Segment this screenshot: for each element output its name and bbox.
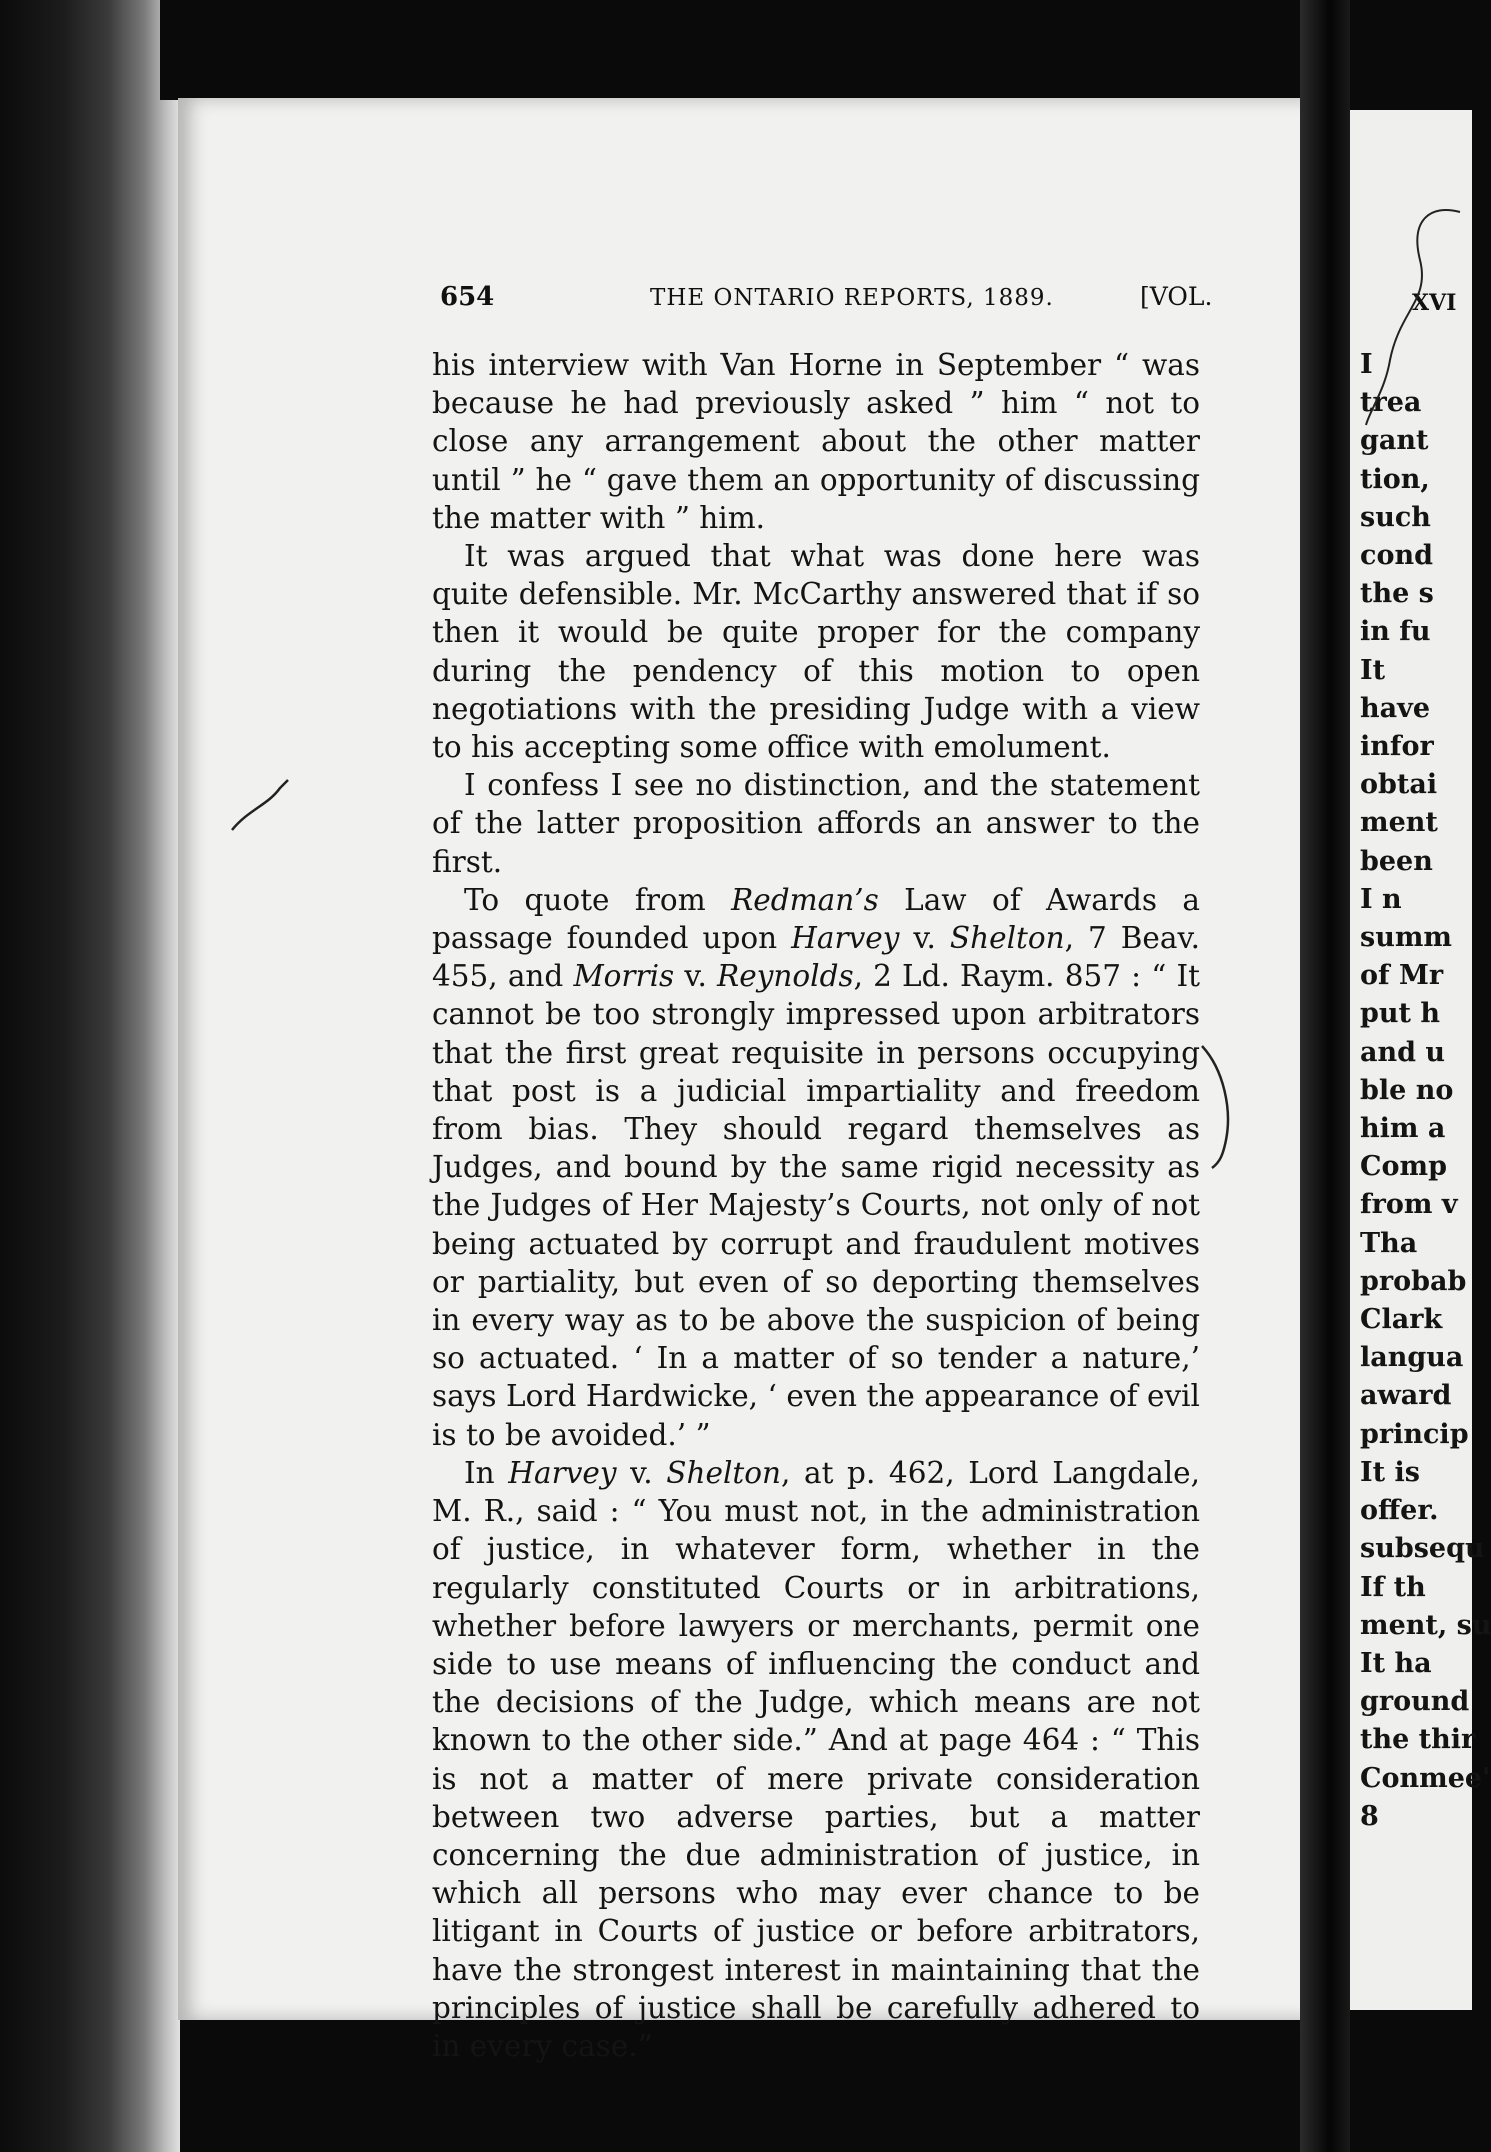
page-number: 654: [440, 282, 495, 312]
facing-page-line: If th: [1360, 1571, 1426, 1603]
running-header: [440, 282, 1213, 322]
facing-page-line: It is: [1360, 1456, 1420, 1488]
book-gutter: [1300, 0, 1350, 2152]
facing-page-line: award: [1360, 1380, 1452, 1412]
facing-page-line: tion,: [1360, 463, 1430, 495]
facing-page-line: I n: [1360, 883, 1402, 915]
facing-page-line: Clark: [1360, 1304, 1443, 1336]
text-run: To quote from: [464, 882, 732, 917]
top-shadow: [160, 0, 1320, 100]
italic-text: Harvey: [508, 1455, 617, 1490]
facing-page-line: him a: [1360, 1113, 1446, 1145]
italic-text: Shelton: [949, 921, 1065, 956]
facing-page-line: 8: [1360, 1800, 1379, 1832]
italic-text: Reynolds: [717, 959, 854, 994]
text-run: In: [464, 1455, 509, 1490]
handwritten-margin-stroke: [228, 770, 298, 840]
facing-page-text: [1360, 346, 1490, 1836]
facing-page-line: and u: [1360, 1036, 1446, 1068]
italic-text: Shelton: [666, 1455, 781, 1490]
running-title: THE ONTARIO REPORTS, 1889.: [650, 285, 1054, 311]
paragraph: [432, 1454, 1200, 2065]
facing-page-line: put h: [1360, 998, 1441, 1030]
facing-page-line: summ: [1360, 922, 1452, 954]
handwritten-margin-bracket: [1196, 1040, 1246, 1170]
facing-page-line: the s: [1360, 578, 1434, 610]
facing-page-line: gant: [1360, 425, 1429, 457]
facing-page-line: trea: [1360, 387, 1422, 419]
facing-page-line: have: [1360, 692, 1430, 724]
facing-page-line: Comp: [1360, 1151, 1447, 1183]
facing-page-line: subsequ: [1360, 1533, 1485, 1565]
text-run: , 2 Ld. Raym. 857 : “ It cannot be too strongly impressed upon arbitrators that the first great requisite in persons occupying that post is a judicial impartiality and freedom from bias. They should regard themselves as Judges, and bound by the same rigid necessity as the Judges of Her Majesty’s Courts, not only of not being actuated by corrupt and fraudulent motives or partiality, but even of so deporting themselves in every way as to be above the suspicion of being so actuated. ‘ In a matter of so tender a nature,’ says Lord Hardwicke, ‘ even the appearance of evil is to be avoided.’ ”: [432, 959, 1200, 1452]
text-run: It was argued that what was done here was quite defensible. Mr. McCarthy answered that if so then it would be quite proper for the company during the pendency of this motion to open negotiations with the presiding Judge with a view to his accepting some office with emolument.: [432, 539, 1200, 765]
facing-page-line: obtai: [1360, 769, 1438, 801]
facing-page-line: offer.: [1360, 1495, 1439, 1527]
facing-page-line: Tha: [1360, 1227, 1418, 1259]
facing-page-line: in fu: [1360, 616, 1431, 648]
facing-page-line: cond: [1360, 540, 1433, 572]
text-run: I confess I see no distinction, and the statement of the latter proposition affords an answer to the first.: [432, 768, 1200, 879]
text-run: his interview with Van Horne in September “ was because he had previously asked ” him “ not to close any arrangement about the other matter until ” he “ gave them an opportunity of discussing the matter with ” him.: [432, 348, 1200, 535]
text-run: , 7 Beav. 455, and: [432, 921, 1200, 994]
facing-page-line: from v: [1360, 1189, 1458, 1221]
facing-page-line: ble no: [1360, 1074, 1454, 1106]
book-edge: [0, 0, 180, 2152]
paragraph: [432, 881, 1200, 1454]
text-run: v.: [674, 959, 718, 994]
paragraph: [432, 346, 1200, 537]
text-run: Law of Awards a passage founded upon: [432, 882, 1200, 956]
facing-page-line: I: [1360, 349, 1373, 380]
facing-page-line: ment: [1360, 807, 1438, 839]
facing-page-line: such: [1360, 501, 1431, 533]
italic-text: Redman’s: [731, 882, 879, 917]
text-run: v.: [899, 921, 950, 956]
italic-text: Morris: [573, 959, 675, 994]
facing-page-line: ground: [1360, 1686, 1470, 1718]
facing-page-line: the thir: [1360, 1724, 1476, 1756]
facing-page-line: It: [1360, 654, 1386, 686]
facing-page-line: Conmee': [1360, 1762, 1491, 1794]
facing-page-line: ment, su: [1360, 1609, 1491, 1641]
facing-page-line: It ha: [1360, 1647, 1432, 1679]
facing-page-line: of Mr: [1360, 960, 1444, 992]
facing-page-line: langua: [1360, 1342, 1464, 1374]
facing-page-header: XVI: [1412, 290, 1457, 316]
facing-page-line: princip: [1360, 1418, 1469, 1450]
handwritten-facing-page-curve: [1360, 200, 1472, 440]
body-text: [432, 346, 1200, 2065]
paragraph: [432, 766, 1200, 881]
facing-page-line: probab: [1360, 1265, 1467, 1297]
italic-text: Harvey: [791, 921, 900, 956]
facing-page-line: been: [1360, 845, 1433, 877]
paragraph: [432, 537, 1200, 766]
text-run: , at p. 462, Lord Langdale, M. R., said : “ You must not, in the administration of justice, in whatever form, whether in the regularly constituted Courts or in arbitrations, whether before lawyers or merchants, permit one side to use means of influencing the conduct and the decisions of the Judge, which means are not known to the other side.” And at page 464 : “ This is not a matter of mere private consideration between two adverse parties, but a matter concerning the due administration of justice, in which all persons who may ever chance to be litigant in Courts of justice or before arbitrators, have the strongest interest in maintaining that the principles of justice shall be carefully adhered to in every case.”: [432, 1455, 1200, 2063]
facing-page-line: infor: [1360, 731, 1434, 763]
text-run: v.: [616, 1455, 667, 1490]
volume-label: [VOL.: [1140, 282, 1213, 311]
